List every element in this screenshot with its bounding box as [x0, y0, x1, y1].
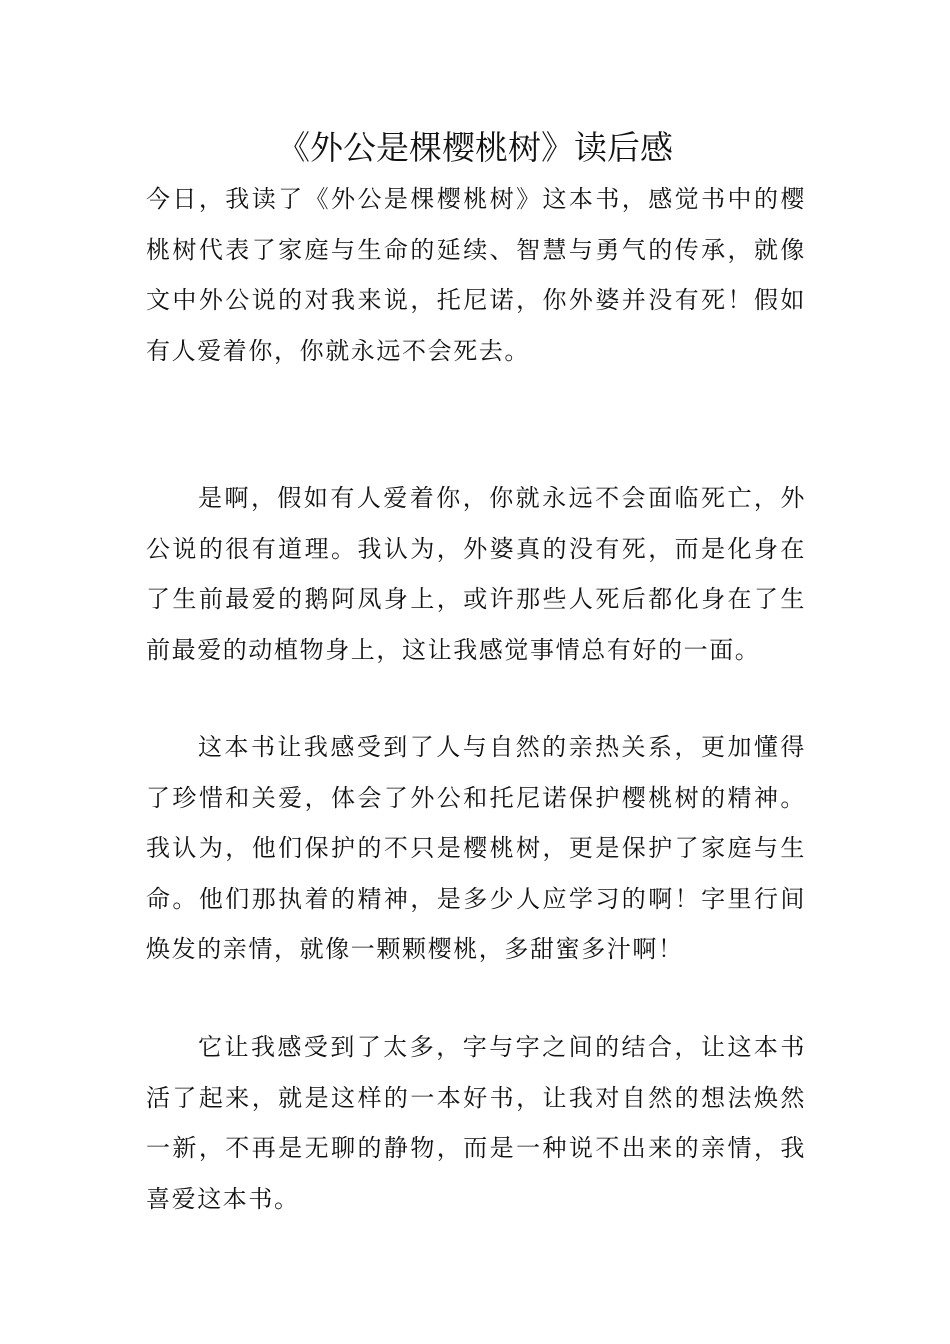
paragraph-3: 这本书让我感受到了人与自然的亲热关系，更加懂得了珍惜和关爱，体会了外公和托尼诺保护樱桃树的精神。我认为，他们保护的不只是樱桃树，更是保护了家庭与生命。他们那执着的精神，是多少人应学习的啊！字里行间焕发的亲情，就像一颗颗樱桃，多甜蜜多汁啊！ — [146, 733, 806, 963]
paragraph-1: 今日，我读了《外公是棵樱桃树》这本书，感觉书中的樱桃树代表了家庭与生命的延续、智慧与勇气的传承，就像文中外公说的对我来说，托尼诺，你外婆并没有死！假如有人爱着你，你就永远不会死去。 — [146, 185, 806, 365]
paragraph-4: 它让我感受到了太多，字与字之间的结合，让这本书活了起来，就是这样的一本好书，让我对自然的想法焕然一新，不再是无聊的静物，而是一种说不出来的亲情，我喜爱这本书。 — [146, 1033, 806, 1213]
document-title: 《外公是棵樱桃树》读后感 — [277, 128, 673, 167]
paragraph-2: 是啊，假如有人爱着你，你就永远不会面临死亡，外公说的很有道理。我认为，外婆真的没有死，而是化身在了生前最爱的鹅阿凤身上，或许那些人死后都化身在了生前最爱的动植物身上，这让我感觉事情总有好的一面。 — [146, 484, 806, 664]
